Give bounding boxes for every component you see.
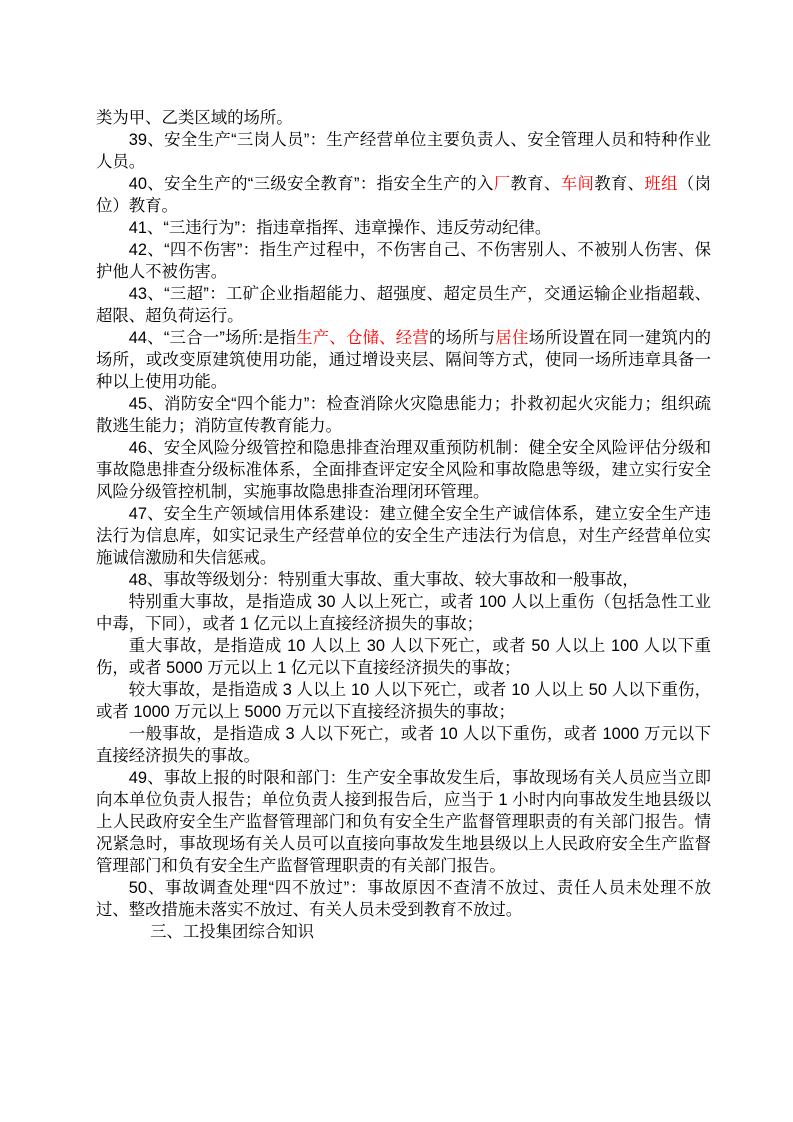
text-run: 一般事故，是指造成 3 人以下死亡，或者 10 人以下重伤，或者 1000 万元以下直接经济损失的事故。 xyxy=(96,725,711,765)
paragraph xyxy=(96,591,711,635)
text-run: 48、事故等级划分：特别重大事故、重大事故、较大事故和一般事故， xyxy=(128,571,639,589)
text-run: 40、安全生产的“三级安全教育”：指安全生产的入 xyxy=(128,175,494,193)
paragraph xyxy=(96,569,711,591)
highlighted-text-run: 厂 xyxy=(493,175,511,193)
highlighted-text-run: 生产、仓储、经营 xyxy=(296,329,429,347)
text-run: 教育、 xyxy=(594,175,645,193)
paragraph xyxy=(96,393,711,437)
text-run: 的场所与 xyxy=(429,329,496,347)
text-run: 39、安全生产“三岗人员”：生产经营单位主要负责人、安全管理人员和特种作业人员。 xyxy=(96,131,711,171)
text-run: 场所设置在同一建筑内的场所，或改变原建筑使用功能，通过增设夹层、隔间等方式，使同一场所违章具备一种以上使用功能。 xyxy=(96,329,712,391)
text-run: 重大事故，是指造成 10 人以上 30 人以下死亡，或者 50 人以上 100 人以下重伤，或者 5000 万元以上 1 亿元以下直接经济损失的事故； xyxy=(96,637,711,677)
highlighted-text-run: 班组 xyxy=(644,175,678,193)
paragraph xyxy=(96,877,711,921)
paragraph xyxy=(96,327,711,393)
paragraph xyxy=(96,767,711,877)
text-run: 43、“三超”：工矿企业指超能力、超强度、超定员生产，交通运输企业指超载、超限、超负荷运行。 xyxy=(96,285,711,325)
paragraph xyxy=(96,283,711,327)
paragraph xyxy=(96,679,711,723)
paragraph xyxy=(96,239,711,283)
text-run: 44、“三合一”场所:是指 xyxy=(128,329,297,347)
paragraph xyxy=(96,129,711,173)
highlighted-text-run: 车间 xyxy=(560,175,595,193)
paragraph xyxy=(96,173,711,217)
paragraph xyxy=(96,503,711,569)
text-run: 三、工投集团综合知识 xyxy=(150,923,315,941)
section-heading xyxy=(96,921,711,943)
text-run: 类为甲、乙类区域的场所。 xyxy=(96,109,293,127)
text-run: 教育、 xyxy=(510,175,561,193)
text-run: 41、“三违行为”：指违章指挥、违章操作、违反劳动纪律。 xyxy=(128,219,552,237)
paragraph xyxy=(96,217,711,239)
text-run: 较大事故，是指造成 3 人以上 10 人以下死亡，或者 10 人以上 50 人以下重伤，或者 1000 万元以上 5000 万元以下直接经济损失的事故； xyxy=(96,681,711,721)
text-run: 42、“四不伤害”：指生产过程中，不伤害自己、不伤害别人、不被别人伤害、保护他人不被伤害。 xyxy=(96,241,711,281)
paragraph xyxy=(96,723,711,767)
document-body xyxy=(96,107,711,943)
text-run: 46、安全风险分级管控和隐患排查治理双重预防机制：健全安全风险评估分级和事故隐患排查分级标准体系，全面排查评定安全风险和事故隐患等级，建立实行安全风险分级管控机制，实施事故隐患排查治理闭环管理。 xyxy=(96,439,711,501)
text-run: 49、事故上报的时限和部门：生产安全事故发生后，事故现场有关人员应当立即向本单位负责人报告；单位负责人接到报告后，应当于 1 小时内向事故发生地县级以上人民政府安全生产监督管理部门和负有安全生产监督管理职责的有关部门报告。情况紧急时，事故现场有关人员可以直接向事故发生地县级以上人民政府安全生产监督管理部门和负有安全生产监督管理职责的有关部门报告。 xyxy=(96,769,711,875)
paragraph xyxy=(96,107,711,129)
paragraph xyxy=(96,635,711,679)
text-run: 45、消防安全“四个能力”：检查消除火灾隐患能力；扑救初起火灾能力；组织疏散逃生能力；消防宣传教育能力。 xyxy=(96,395,711,435)
highlighted-text-run: 居住 xyxy=(495,329,529,347)
text-run: 47、安全生产领域信用体系建设：建立健全安全生产诚信体系，建立安全生产违法行为信息库，如实记录生产经营单位的安全生产违法行为信息，对生产经营单位实施诚信激励和失信惩戒。 xyxy=(96,505,711,567)
text-run: 50、事故调查处理“四不放过”：事故原因不查清不放过、责任人员未处理不放过、整改措施未落实不放过、有关人员未受到教育不放过。 xyxy=(96,879,711,919)
text-run: 特别重大事故，是指造成 30 人以上死亡，或者 100 人以上重伤（包括急性工业中毒，下同），或者 1 亿元以上直接经济损失的事故； xyxy=(96,593,711,633)
text-run: （岗位）教育。 xyxy=(96,175,712,215)
paragraph xyxy=(96,437,711,503)
